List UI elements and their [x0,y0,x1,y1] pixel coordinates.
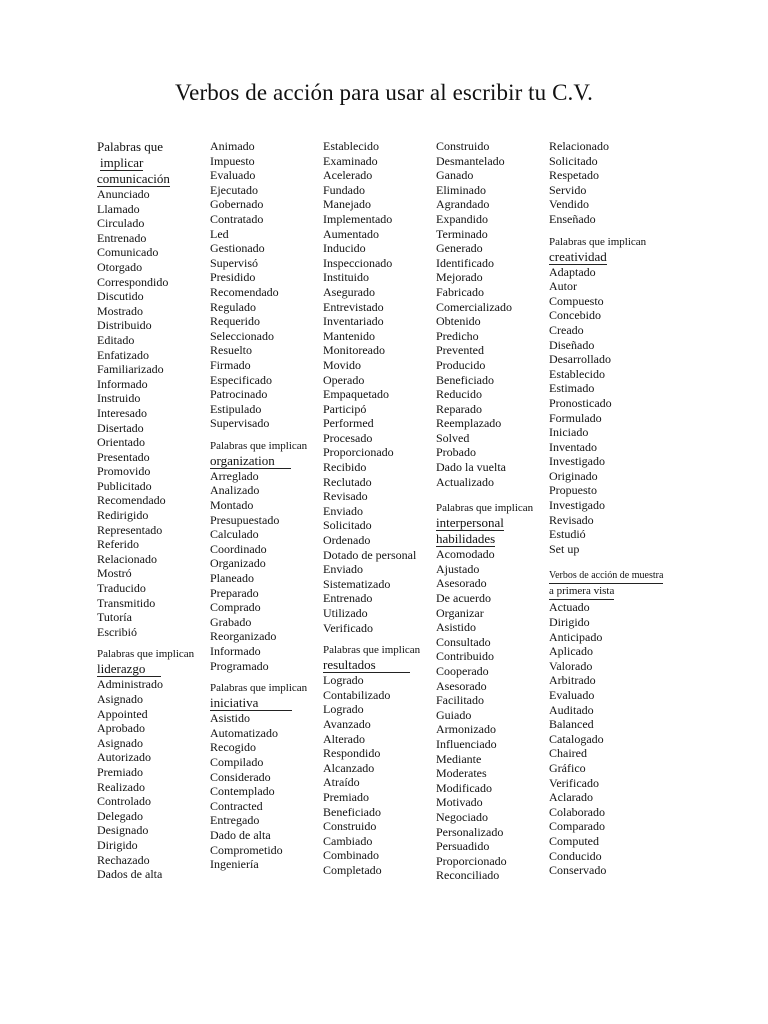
list-item: Recomendado [210,284,279,299]
list-item: Otorgado [97,259,143,274]
list-item: Montado [210,498,254,513]
list-item: Agrandado [436,197,490,212]
list-item: Publicitado [97,478,152,493]
list-item: Colaborado [549,804,605,819]
list-item: Formulado [549,410,602,425]
list-item: Impuesto [210,153,255,168]
list-item: Construido [436,139,490,153]
list-item: Organizado [210,556,266,571]
column-4 [436,139,548,883]
list-item: Acelerado [323,168,373,183]
list-item: Requerido [210,314,260,329]
list-item: Premiado [97,764,143,779]
list-item: Identificado [436,255,494,270]
list-item: Contracted [210,798,263,813]
list-item: Movido [323,357,362,372]
list-item: Reemplazado [436,416,502,431]
list-item: Patrocinado [210,387,268,402]
list-item: Presentado [97,449,150,464]
list-item: Escribió [97,624,137,639]
list-item: Animado [210,139,255,153]
list-item: Influenciado [436,736,497,751]
list-item: Mostró [97,566,132,581]
list-item: Led [210,226,229,241]
list-item: Compuesto [549,293,604,308]
list-item: Terminado [436,226,488,241]
list-item: Dirigido [97,837,138,852]
list-item: Proporcionado [436,853,507,868]
list-item: Recibido [323,460,367,475]
list-item: Aumentado [323,226,379,241]
list-item: Verificado [549,775,599,790]
list-item: Fabricado [436,284,484,299]
list-item: De acuerdo [436,591,491,606]
list-item: Ingeniería [210,857,259,872]
list-item: Eliminado [436,182,486,197]
heading-interpersonal-line1: Palabras que implican [436,502,534,515]
list-item: Reclutado [323,474,372,489]
heading-creativity-line2: creatividad [549,248,607,264]
list-item: Chaired [549,746,587,761]
list-item: Contribuido [436,649,495,664]
list-item: Calculado [210,527,259,542]
list-item: Negociado [436,809,488,824]
list-item: Tutoría [97,610,132,625]
list-item: Entrenado [97,230,147,245]
heading-organization-line1: Palabras que implican [210,439,308,452]
list-item: Servido [549,182,587,197]
list-item: Predicho [436,328,479,343]
list-item: Pronosticado [549,395,612,410]
list-item: Promovido [97,464,151,479]
list-item: Iniciado [549,425,589,440]
list-item: Proporcionado [323,445,394,460]
list-item: Presidido [210,270,256,285]
list-item: Comprometido [210,842,283,857]
list-item: Evaluado [549,688,595,702]
heading-sample-verbs-line2: a primera vista [549,584,661,600]
list-item: Valorado [549,658,593,673]
list-item: Asesorado [436,678,487,693]
list-item: Asignado [97,692,143,706]
list-item: Enseñado [549,211,596,226]
list-item: Operado [323,372,365,387]
list-item: Guiado [436,707,472,722]
list-item: Reducido [436,387,482,402]
list-item: Respetado [549,168,599,183]
word-list-creativity [549,265,661,557]
list-item: Respondido [323,746,381,761]
list-item: Conducido [549,848,602,863]
list-item: Representado [97,522,163,537]
list-item: Familiarizado [97,362,164,377]
heading-leadership-line2: liderazgo [97,661,209,677]
list-item: Inventado [549,439,597,454]
list-item: Cooperado [436,664,489,678]
list-item: Generado [436,241,483,256]
list-item: Empaquetado [323,387,389,402]
list-item: Estimado [549,381,595,396]
heading-communication-line3: comunicación [97,171,170,186]
list-item: Mejorado [436,270,483,285]
list-item: Supervisó [210,255,258,270]
list-item: Aclarado [549,790,593,805]
list-item: Revisado [549,512,594,527]
list-item: Asegurado [323,284,375,299]
list-item: Dirigido [549,615,590,630]
list-item: Distribuido [97,318,152,333]
list-item: Enviado [323,562,363,577]
list-item: Logrado [323,702,364,717]
heading-results-line2: resultados [323,657,435,673]
list-item: Modificado [436,780,492,795]
list-item: Presupuestado [210,512,280,527]
list-item: Planeado [210,571,254,586]
list-item: Gobernado [210,197,264,212]
word-list-communication [97,187,209,639]
list-item: Recogido [210,740,256,755]
list-item: Arbitrado [549,673,596,688]
list-item: Cambiado [323,833,373,848]
list-item: Obtenido [436,314,481,329]
list-item: Computed [549,833,599,848]
list-item: Grabado [210,614,252,629]
list-item: Catalogado [549,731,604,746]
list-item: Gráfico [549,760,586,775]
list-item: Establecido [549,366,605,381]
list-item: Atraído [323,775,360,790]
list-item: Comunicado [97,245,159,260]
list-item: Inducido [323,241,366,256]
column-1 [97,139,209,882]
word-list-service [549,139,661,227]
word-list-leadership [97,677,209,881]
list-item: Performed [323,416,374,431]
list-item: Asesorado [436,576,487,591]
list-item: Prevented [436,343,484,358]
list-item: Referido [97,537,139,552]
list-item: Redirigido [97,508,149,523]
list-item: Monitoreado [323,343,385,358]
list-item: Originado [549,468,598,483]
list-item: Propuesto [549,483,597,498]
list-item: Logrado [323,673,364,688]
list-item: Firmado [210,357,251,372]
list-item: Combinado [323,848,379,863]
list-item: Traducido [97,581,146,596]
list-item: Recomendado [97,493,166,508]
heading-results-line1: Palabras que implican [323,644,421,657]
heading-interpersonal-line3: habilidades [436,531,496,547]
list-item: Seleccionado [210,328,274,343]
list-item: Autorizado [97,750,151,765]
list-item: Administrado [97,677,163,692]
list-item: Inventariado [323,314,384,329]
list-item: Utilizado [323,606,368,620]
list-item: Revisado [323,489,368,504]
list-item: Establecido [323,139,379,153]
heading-communication-line2: implicar [100,155,144,170]
list-item: Designado [97,823,149,838]
list-item: Mantenido [323,328,375,343]
list-item: Estudió [549,527,586,542]
list-item: Procesado [323,430,373,445]
list-item: Asistido [436,620,477,635]
list-item: Comercializado [436,299,512,314]
list-item: Beneficiado [323,804,381,819]
list-item: Personalizado [436,824,504,839]
word-list-interpersonal [436,547,548,883]
word-list-production [436,139,548,489]
list-item: Dotado de personal [323,547,417,562]
list-item: Orientado [97,435,145,450]
list-item: Conservado [549,863,607,878]
list-item: Automatizado [210,725,278,740]
column-2 [210,139,322,872]
list-item: Especificado [210,372,272,387]
list-item: Probado [436,445,476,460]
list-item: Dado de alta [210,827,271,842]
list-item: Ajustado [436,561,480,576]
list-item: Controlado [97,794,151,809]
list-item: Coordinado [210,541,267,556]
list-item: Enfatizado [97,347,149,362]
list-item: Actualizado [436,474,494,489]
heading-interpersonal-line2: interpersonal [436,515,504,531]
list-item: Reparado [436,401,482,416]
list-item: Beneficiado [436,372,494,387]
heading-leadership-line1: Palabras que implican [97,648,195,661]
list-item: Ordenado [323,533,371,548]
list-item: Instituido [323,270,370,285]
list-item: Dado la vuelta [436,460,506,475]
list-item: Acomodado [436,547,495,562]
list-item: Desarrollado [549,352,611,367]
list-item: Producido [436,357,486,372]
list-item: Ganado [436,168,474,183]
list-item: Auditado [549,702,594,717]
list-item: Armonizado [436,722,496,737]
page-title: Verbos de acción para usar al escribir tu C.V. [174,80,594,105]
list-item: Resuelto [210,343,252,358]
list-item: Contratado [210,211,264,226]
list-item: Investigado [549,454,605,469]
list-item: Autor [549,279,577,294]
list-item: Compilado [210,754,264,769]
heading-organization-line2: organization [210,453,322,469]
list-item: Alterado [323,731,365,746]
list-item: Concebido [549,308,601,323]
list-item: Mediante [436,751,482,766]
list-item: Analizado [210,483,260,498]
list-item: Organizar [436,605,484,620]
list-item: Enviado [323,503,363,518]
list-item: Diseñado [549,337,595,352]
list-item: Creado [549,322,584,337]
list-item: Solicitado [323,518,372,533]
list-item: Investigado [549,498,605,513]
list-item: Instruido [97,391,141,406]
list-item: Estipulado [210,401,262,416]
list-item: Entrevistado [323,299,384,314]
word-list-sample-verbs [549,600,661,877]
word-list-initiative [210,711,322,872]
word-list-management [210,139,322,431]
column-3 [323,139,435,878]
list-item: Preparado [210,585,259,600]
list-item: Sistematizado [323,576,391,591]
list-item: Asignado [97,735,143,750]
list-item: Supervisado [210,416,270,431]
list-item: Delegado [97,808,143,823]
list-item: Llamado [97,201,140,216]
word-list-organization [210,469,322,673]
list-item: Asistido [210,711,251,726]
list-item: Examinado [323,153,378,168]
list-item: Entregado [210,813,260,828]
list-item: Mostrado [97,303,143,318]
list-item: Premiado [323,789,369,804]
list-item: Aprobado [97,721,145,736]
list-item: Desmantelado [436,153,505,168]
list-item: Circulado [97,216,145,231]
list-item: Interesado [97,405,147,420]
list-item: Fundado [323,182,365,197]
list-item: Regulado [210,299,256,314]
list-item: Realizado [97,779,145,794]
list-item: Avanzado [323,716,371,731]
list-item: Reorganizado [210,629,277,644]
list-item: Informado [97,376,148,391]
list-item: Expandido [436,211,488,226]
list-item: Inspeccionado [323,255,393,270]
list-item: Contemplado [210,784,275,799]
list-item: Anticipado [549,629,603,644]
list-item: Contabilizado [323,687,391,702]
heading-communication-line1: Palabras que [97,139,164,154]
list-item: Comprado [210,600,261,615]
heading-initiative-line2: iniciativa [210,695,322,711]
list-item: Arreglado [210,468,259,483]
list-item: Anunciado [97,187,150,201]
list-item: Participó [323,401,367,416]
list-item: Balanced [549,717,594,732]
list-item: Reconciliado [436,868,500,883]
list-item: Programado [210,658,269,673]
list-item: Correspondido [97,274,169,289]
list-item: Considerado [210,769,271,784]
list-item: Set up [549,541,580,556]
list-item: Aplicado [549,644,593,659]
list-item: Appointed [97,706,148,721]
list-item: Gestionado [210,241,265,256]
list-item: Dados de alta [97,867,163,882]
list-item: Discutido [97,289,144,304]
list-item: Facilitado [436,693,484,708]
list-item: Solved [436,430,470,445]
list-item: Alcanzado [323,760,375,775]
list-item: Persuadido [436,839,490,854]
list-item: Relacionado [549,139,609,153]
list-item: Disertado [97,420,144,435]
list-item: Ejecutado [210,182,258,197]
list-item: Verificado [323,620,373,635]
list-item: Vendido [549,197,589,212]
list-item: Adaptado [549,264,596,279]
list-item: Solicitado [549,153,598,168]
heading-sample-verbs-line1: Verbos de acción de muestra [549,568,661,584]
word-list-operations [323,139,435,635]
list-item: Manejado [323,197,371,212]
list-item: Transmitido [97,595,156,610]
heading-initiative-line1: Palabras que implican [210,682,308,695]
list-item: Completado [323,862,382,877]
list-item: Construido [323,819,377,834]
list-item: Entrenado [323,591,373,606]
list-item: Implementado [323,211,393,226]
list-item: Consultado [436,634,491,649]
heading-creativity-line1: Palabras que implican [549,235,647,248]
list-item: Relacionado [97,551,157,566]
list-item: Informado [210,644,261,658]
word-list-results [323,673,435,877]
list-item: Motivado [436,795,483,810]
list-item: Evaluado [210,168,256,183]
list-item: Rechazado [97,852,150,867]
list-item: Comparado [549,819,605,834]
list-item: Editado [97,332,135,347]
column-5 [549,139,664,878]
list-item: Moderates [436,766,487,781]
list-item: Actuado [549,600,590,615]
